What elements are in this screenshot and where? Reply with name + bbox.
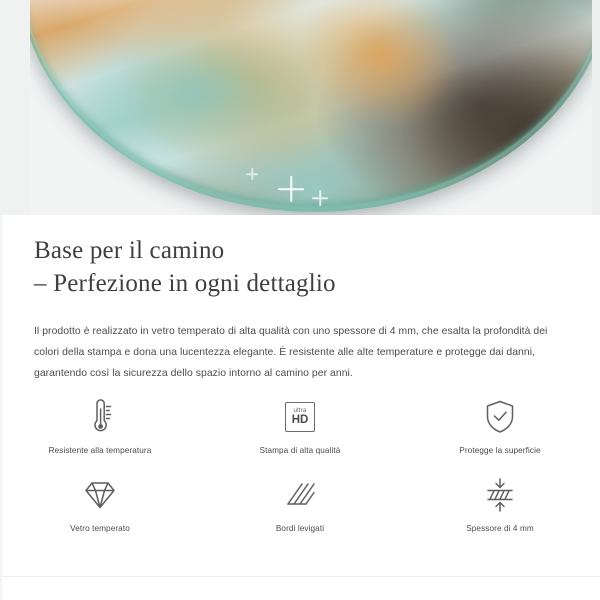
feature-caption: Bordi levigati	[275, 524, 325, 533]
feature-caption: Protegge la superficie	[459, 446, 541, 455]
feature-item-print-quality	[200, 395, 400, 473]
ultra-hd-icon	[285, 395, 315, 439]
headline-line-2: – Perfezione in ogni dettaglio	[34, 270, 336, 297]
footer-divider	[0, 576, 600, 600]
polished-edges-icon	[281, 473, 319, 517]
feature-caption: Vetro temperato	[70, 524, 130, 533]
product-description-paragraph: Il prodotto è realizzato in vetro temperato di alta qualità con uno spessore di 4 mm, che esalta la profondità dei colori della stampa e dona una lucentezza elegante. È resistente alle alte temperature e protegge dai danni, garantendo così la sicurezza dello spazio intorno al camino per anni.	[34, 326, 548, 379]
feature-grid	[0, 395, 600, 551]
page-title	[34, 234, 566, 300]
feature-item-tempered-glass	[0, 473, 200, 551]
feature-caption: Spessore di 4 mm	[466, 524, 534, 533]
description-content	[0, 215, 600, 384]
page-left-margin	[0, 0, 30, 215]
feature-item-surface-protection	[400, 395, 600, 473]
headline-line-1: Base per il camino	[34, 237, 225, 264]
feature-item-thickness	[400, 473, 600, 551]
ultra-hd-badge-bottom: HD	[291, 413, 309, 426]
diamond-icon	[80, 473, 120, 517]
hero-product-image	[0, 0, 600, 215]
glass-plate-product	[18, 0, 600, 212]
feature-caption: Resistente alla temperatura	[48, 446, 152, 455]
feature-item-polished-edges	[200, 473, 400, 551]
thermometer-icon	[83, 395, 117, 439]
ultra-hd-badge-top: ultra	[293, 406, 307, 414]
marble-swirl-teal	[66, 30, 327, 155]
thickness-arrows-icon	[481, 473, 519, 517]
page-right-margin	[592, 0, 600, 215]
shield-check-icon	[482, 395, 518, 439]
feature-item-temperature	[0, 395, 200, 473]
marble-swirl-dark	[410, 49, 600, 212]
feature-caption: Stampa di alta qualità	[259, 446, 341, 455]
